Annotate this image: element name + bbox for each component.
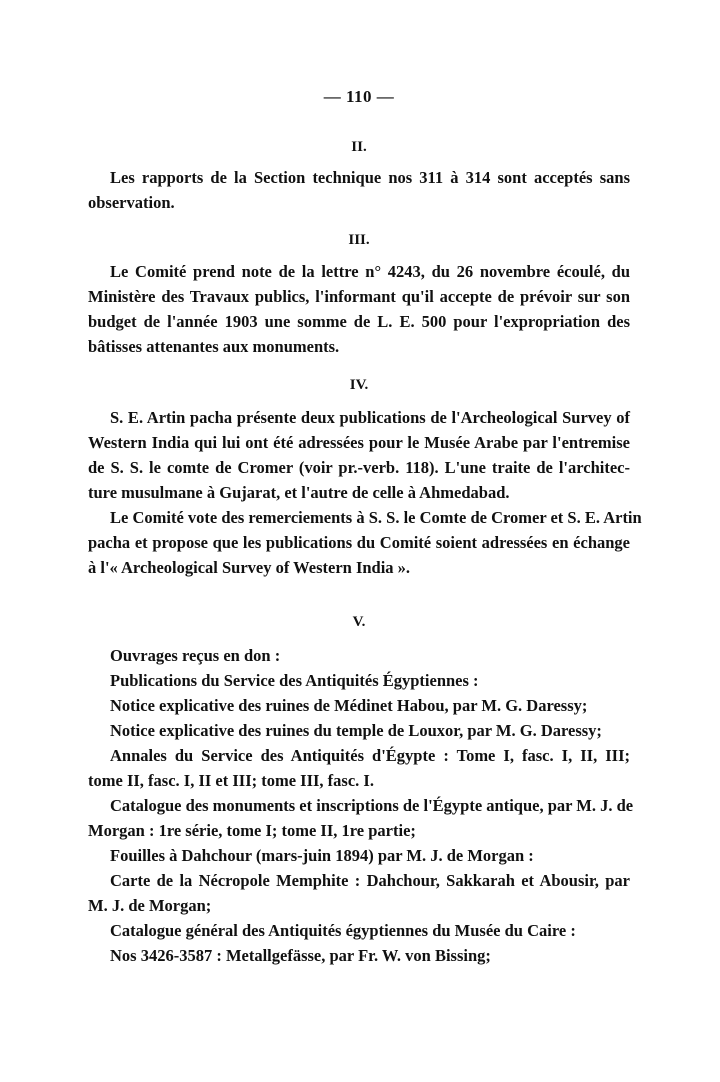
text-line: Fouilles à Dahchour (mars-juin 1894) par M. J. de Morgan : <box>110 846 534 865</box>
section-iv-paragraph <box>88 405 642 580</box>
text-line: Nos 3426-3587 : Metallgefässe, par Fr. W. von Bissing; <box>110 946 491 965</box>
text-line: observation. <box>88 193 175 212</box>
text-line: Catalogue des monuments et inscriptions de l'Égypte antique, par M. J. de <box>110 796 634 815</box>
text-line: Les rapports de la Section technique nos 311 à 314 sont acceptés sans <box>110 168 630 187</box>
text-line: Annales du Service des Antiquités d'Égypte : Tome I, fasc. I, II, III; <box>110 746 630 765</box>
section-ii-paragraph <box>88 165 630 215</box>
text-line: de S. S. le comte de Cromer (voir pr.-verb. 118). L'une traite de l'architec- <box>88 458 630 477</box>
section-iii-paragraph <box>88 259 630 359</box>
text-line: Notice explicative des ruines du temple de Louxor, par M. G. Daressy; <box>110 721 602 740</box>
text-line: Le Comité vote des remerciements à S. S. le Comte de Cromer et S. E. Artin <box>110 508 642 527</box>
text-line: Carte de la Nécropole Memphite : Dahchour, Sakkarah et Abousir, par <box>110 871 630 890</box>
section-heading-v: V. <box>352 614 366 630</box>
text-line: budget de l'année 1903 une somme de L. E. 500 pour l'expropriation des <box>88 312 630 331</box>
section-heading-iii: III. <box>348 232 370 248</box>
text-line: ture musulmane à Gujarat, et l'autre de celle à Ahmedabad. <box>88 483 510 502</box>
text-line: à l'« Archeological Survey of Western India ». <box>88 558 411 577</box>
page-number: — 110 — <box>323 87 395 106</box>
text-line: Notice explicative des ruines de Médinet Habou, par M. G. Daressy; <box>110 696 588 715</box>
text-line: Catalogue général des Antiquités égyptiennes du Musée du Caire : <box>110 921 576 940</box>
text-line: bâtisses attenantes aux monuments. <box>88 337 340 356</box>
text-line: Ouvrages reçus en don : <box>110 646 281 665</box>
text-line: Publications du Service des Antiquités Égyptiennes : <box>110 671 479 690</box>
section-heading-ii: II. <box>351 139 367 155</box>
text-line: Ministère des Travaux publics, l'informant qu'il accepte de prévoir sur son <box>88 287 630 306</box>
text-line: tome II, fasc. I, II et III; tome III, fasc. I. <box>88 771 374 790</box>
section-heading-iv: IV. <box>349 377 369 393</box>
section-v-list <box>88 643 634 968</box>
text-line: Le Comité prend note de la lettre n° 4243, du 26 novembre écoulé, du <box>110 262 630 281</box>
text-line: S. E. Artin pacha présente deux publications de l'Archeological Survey of <box>110 408 630 427</box>
text-line: M. J. de Morgan; <box>88 896 212 915</box>
text-line: Western India qui lui ont été adressées pour le Musée Arabe par l'entremise <box>88 433 630 452</box>
text-line: pacha et propose que les publications du Comité soient adressées en échange <box>88 533 630 552</box>
text-line: Morgan : 1re série, tome I; tome II, 1re partie; <box>88 821 416 840</box>
